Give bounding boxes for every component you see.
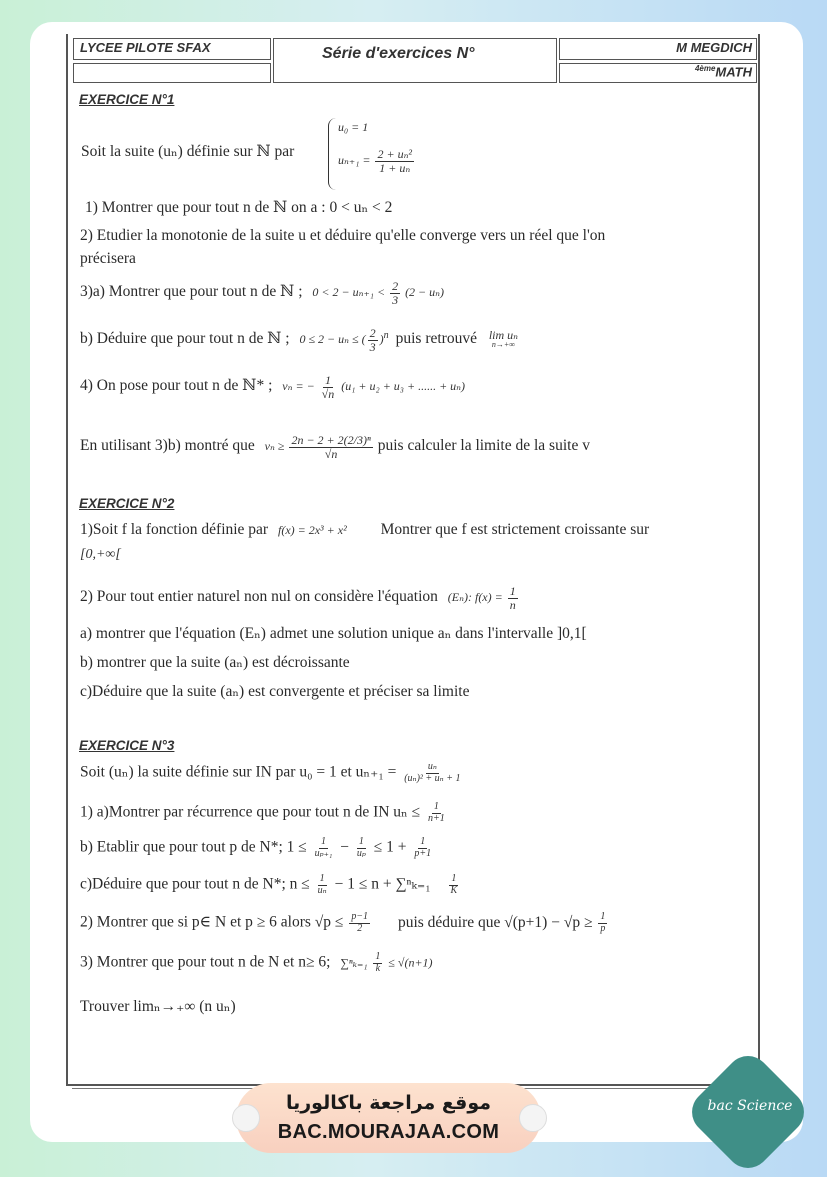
school-box xyxy=(73,38,271,60)
frac-den: 2 xyxy=(357,922,363,934)
frac-num: 1 xyxy=(375,951,381,962)
ex3-q1b-fraction-1 xyxy=(313,837,335,859)
footer-url-link[interactable]: BAC.MOURAJAA.COM xyxy=(277,1121,500,1143)
ex1-q5-text: En utilisant 3)b) montré que xyxy=(80,436,255,454)
ex1-q3b-text: b) Déduire que pour tout n de ℕ ; xyxy=(80,329,290,347)
frac-den: k xyxy=(375,962,381,974)
ex2-q2 xyxy=(80,585,520,611)
frac-num: 2n − 2 + 2(2/3)ⁿ xyxy=(291,433,371,447)
ex1-q4-math-left: vₙ = − xyxy=(282,378,315,393)
frac-num: 1 xyxy=(451,873,457,884)
ex3-q2 xyxy=(80,912,609,934)
ex1-q2-line2: précisera xyxy=(80,250,136,267)
ex1-q3b-fraction xyxy=(368,327,378,353)
limit-sub: n→+∞ xyxy=(491,340,515,350)
ex3-q3-sum: ∑ⁿₖ₌₁ xyxy=(340,955,368,970)
ex1-q3a-math-right: (2 − uₙ) xyxy=(405,284,445,299)
frac-den: 1 + uₙ xyxy=(379,160,411,175)
frac-num: 1 xyxy=(324,373,331,387)
ex1-q3b-power: n xyxy=(383,329,389,341)
title-box xyxy=(273,38,557,83)
ex1-q5-tail: puis calculer la limite de la suite v xyxy=(377,436,590,454)
school-name: LYCEE PILOTE SFAX xyxy=(80,40,211,55)
ex1-q3a-fraction xyxy=(390,280,400,306)
ex2-qa: a) montrer que l'équation (Eₙ) admet une solution unique aₙ dans l'intervalle ]0,1[ xyxy=(80,625,587,642)
ex1-q5-math-left: vₙ ≥ xyxy=(264,438,285,453)
ex3-q1a xyxy=(80,802,449,824)
ex1-q3b-tail: puis retrouvé xyxy=(395,329,477,347)
ex1-q5-math xyxy=(264,433,378,461)
frac-den: n+1 xyxy=(428,812,445,824)
ex1-intro-text: Soit la suite (uₙ) définie sur ℕ par xyxy=(81,143,295,160)
ex1-q5-fraction xyxy=(289,434,372,460)
ex3-q1c-mid: − 1 ≤ n + ∑ⁿₖ₌₁ xyxy=(334,875,431,893)
ex3-q4: Trouver limₙ→₊∞ (n uₙ) xyxy=(80,998,236,1015)
frac-den: uₙ xyxy=(317,884,327,896)
ex3-q3 xyxy=(80,952,433,974)
class-box xyxy=(559,63,757,83)
frac-den: p xyxy=(600,922,606,934)
ex1-recurrence-left: uₙ₊₁ = xyxy=(338,152,371,167)
ex1-intro xyxy=(81,142,294,161)
ex2-q2-math-left: (Eₙ): f(x) = xyxy=(447,589,503,604)
ex3-q1b-fraction-2 xyxy=(355,837,368,859)
ex1-q3a xyxy=(80,280,444,306)
ex3-q1a-text: 1) a)Montrer par récurrence que pour tout n de IN uₙ ≤ xyxy=(80,803,421,821)
ex3-q2-text: 2) Montrer que si p∈ N et p ≥ 6 alors √p ≤ xyxy=(80,913,344,931)
frac-num: 1 xyxy=(509,584,516,598)
ex1-system-line-a: u₀ = 1 xyxy=(338,120,369,134)
ex3-q2-fraction-2 xyxy=(598,912,607,934)
ex2-qc: c)Déduire que la suite (aₙ) est convergente et préciser sa limite xyxy=(80,683,470,700)
ex3-q3-tail: ≤ √(n+1) xyxy=(388,955,433,970)
exercise-2-heading: EXERCICE N°2 xyxy=(79,496,175,511)
ex3-q1c-fraction-2 xyxy=(449,874,460,896)
frac-num: 1 xyxy=(600,911,606,922)
ex2-q2-text: 2) Pour tout entier naturel non nul on considère l'équation xyxy=(80,587,438,605)
ex2-q1-tail: Montrer que f est strictement croissante sur xyxy=(380,521,650,538)
exercise-3-heading: EXERCICE N°3 xyxy=(79,738,175,753)
ex3-q2-tail: puis déduire que √(p+1) − √p ≥ xyxy=(397,913,593,931)
frac-den: p+1 xyxy=(414,847,432,859)
ex3-intro-fraction xyxy=(402,762,462,784)
ex3-q3-text: 3) Montrer que pour tout n de N et n≥ 6; xyxy=(80,953,331,971)
ex3-q1c-text: c)Déduire que pour tout n de N*; n ≤ xyxy=(80,875,310,893)
frac-den: √n xyxy=(321,386,335,401)
ex1-q4-text: 4) On pose pour tout n de ℕ* ; xyxy=(80,376,273,394)
class-label xyxy=(695,64,752,79)
ex3-q1b-fraction-3 xyxy=(412,837,433,859)
frac-den: 3 xyxy=(369,339,376,354)
ex1-q3a-math xyxy=(312,279,445,307)
class-name: MATH xyxy=(715,64,752,80)
ex1-q1: 1) Montrer que pour tout n de ℕ on a : 0 < uₙ < 2 xyxy=(85,199,393,216)
footer-arabic-title: موقع مراجعة باكالوريا xyxy=(285,1092,492,1114)
ex3-q1b-mid: ≤ 1 + xyxy=(373,838,407,856)
ex3-q3-fraction xyxy=(373,952,382,974)
frac-num: 1 xyxy=(358,836,364,847)
ex3-q1a-fraction xyxy=(426,802,447,824)
ex3-q1c xyxy=(80,874,461,896)
ex1-q3b-limit xyxy=(489,329,518,350)
frac-den: √n xyxy=(324,446,338,461)
ex3-q1b-text: b) Etablir que pour tout p de N*; 1 ≤ xyxy=(80,838,307,856)
frac-num: 2 + uₙ² xyxy=(377,147,413,161)
frac-num: 2 xyxy=(392,279,399,293)
ex1-q3b-math: 0 ≤ 2 − uₙ ≤ ( $\frac{2}{3}$ )$^n$ xyxy=(299,326,389,354)
ex1-q4-fraction xyxy=(320,374,337,400)
exercise-1-heading: EXERCICE N°1 xyxy=(79,92,175,107)
frac-num: 1 xyxy=(321,836,327,847)
class-sup: 4ème xyxy=(694,64,716,73)
ex1-q4-math-right: (u₁ + u₂ + u₃ + ...... + uₙ) xyxy=(341,378,466,393)
ex3-q1b xyxy=(80,837,435,859)
ex2-q1 xyxy=(80,521,649,539)
teacher-box xyxy=(559,38,757,60)
ex1-q4 xyxy=(80,374,465,400)
frac-num: 2 xyxy=(369,326,376,340)
ex2-q2-fraction xyxy=(508,585,518,611)
ex3-intro-text: Soit (uₙ) la suite définie sur IN par u₀ = 1 et uₙ₊₁ = xyxy=(80,763,397,781)
ex3-q2-fraction-1 xyxy=(349,912,370,934)
ex1-q2-line1: 2) Etudier la monotonie de la suite u et déduire qu'elle converge vers un réel que l'on xyxy=(80,227,606,244)
ex2-q1-text: 1)Soit f la fonction définie par xyxy=(80,521,269,538)
ex2-q1-math: f(x) = 2x³ + x² xyxy=(277,523,347,537)
frac-den: K xyxy=(450,884,458,896)
ex1-q5 xyxy=(80,434,590,460)
ex1-q4-math xyxy=(282,373,466,401)
ex1-system-line-b xyxy=(338,148,416,174)
bac-science-logo-text: bac Science xyxy=(707,1098,793,1114)
frac-num: 1 xyxy=(433,801,439,812)
ex1-q3a-math-left: 0 < 2 − uₙ₊₁ < xyxy=(312,284,386,299)
ex1-q3b-math-left: 0 ≤ 2 − uₙ ≤ xyxy=(299,331,359,346)
frac-den: 3 xyxy=(392,292,399,307)
ex1-q3b xyxy=(80,327,520,353)
ex1-q3a-text: 3)a) Montrer que pour tout n de ℕ ; xyxy=(80,282,303,300)
ex1-recurrence-fraction xyxy=(375,148,414,174)
frac-den: uₚ xyxy=(356,847,366,859)
ex2-q1-interval: [0,+∞[ xyxy=(80,547,121,562)
limit-expr: lim uₙ xyxy=(488,327,519,342)
frac-num: uₙ xyxy=(427,761,437,772)
school-box-blank xyxy=(73,63,271,83)
ex1-system-brace xyxy=(328,118,337,190)
frac-num: 1 xyxy=(319,873,325,884)
ex2-qb: b) montrer que la suite (aₙ) est décroissante xyxy=(80,654,350,671)
frac-den: n xyxy=(509,597,516,612)
teacher-name: M MEGDICH xyxy=(676,40,752,55)
worksheet-page xyxy=(30,22,803,1142)
frac-num: p−1 xyxy=(351,911,369,922)
ex3-intro xyxy=(80,762,464,784)
ex3-q1b-minus: − xyxy=(340,838,350,856)
frac-den: uₚ₊₁ xyxy=(314,847,333,859)
ex3-q1c-fraction-1 xyxy=(316,874,329,896)
frac-num: 1 xyxy=(420,836,426,847)
ex2-q2-math xyxy=(447,584,520,612)
frac-den: (uₙ)² + uₙ + 1 xyxy=(404,772,461,784)
series-title: Série d'exercices N° xyxy=(322,45,475,62)
